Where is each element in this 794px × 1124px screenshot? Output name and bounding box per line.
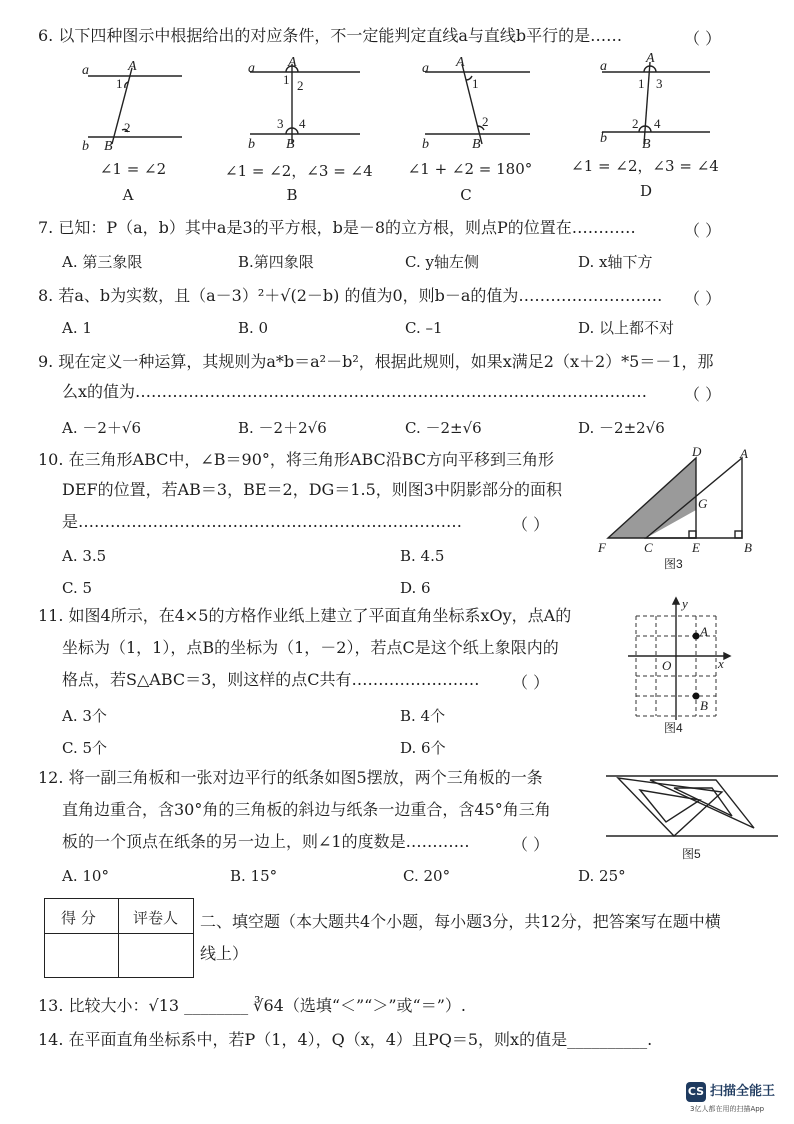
q6b-num3: 3 [277,116,284,131]
q9-option-a: A. －2＋√6 [62,419,142,437]
q7-stem: 7. 已知：P（a，b）其中a是3的平方根，b是－8的立方根，则点P的位置在………… [38,218,636,237]
q12-option-c: C. 20° [403,867,451,885]
q6c-label-a: a [422,61,429,76]
q6c-label-A: A [456,55,465,70]
q10-option-a: A. 3.5 [62,547,107,565]
q10-stem-line3: 是……………………………………………………………… [62,512,463,531]
q12-option-b: B. 15° [230,867,278,885]
score-box [44,898,194,978]
q6b-num4: 4 [299,116,306,131]
q11-answer-paren: （ ） [512,673,550,692]
q9-option-c: C. －2±√6 [405,419,482,437]
q6c-letter: C [460,186,472,204]
q11-option-d: D. 6个 [400,739,446,757]
q10-stem-line1: 10. 在三角形ABC中，∠B＝90°，将三角形ABC沿BC方向平移到三角形 [38,450,555,469]
q6d-num4: 4 [654,116,661,131]
q10-option-d: D. 6 [400,579,431,597]
q6a-label-b: b [82,139,89,154]
q11-label-x: x [718,656,724,671]
q6b-label-A: A [288,55,297,70]
q8-option-c: C. –1 [405,319,443,337]
score-label: 得 分 [61,909,96,927]
q8-option-b: B. 0 [238,319,269,337]
q10-label-B: B [744,540,752,555]
q11-label-y: y [682,596,688,611]
q10-label-C: C [644,540,653,555]
q12-answer-paren: （ ） [512,835,550,854]
q6b-label-a: a [248,61,255,76]
q12-triangle-30 [618,778,722,836]
q12-option-a: A. 10° [62,867,109,885]
q10-label-D: D [692,446,702,459]
q11-label-A: A [700,624,708,639]
q6d-letter: D [639,182,653,200]
q11-option-a: A. 3个 [62,707,107,725]
q9-option-b: B. －2＋2√6 [238,419,327,437]
q8-stem: 8. 若a、b为实数，且（a－3）²＋√(2－b) 的值为0，则b－a的值为……………………… [38,286,663,305]
scanner-tagline: 3亿人都在用的扫描App [690,1105,765,1113]
q10-option-b: B. 4.5 [400,547,445,565]
q10-label-F: F [598,540,606,555]
q10-figure-caption: 图3 [664,557,683,571]
q7-option-d: D. x轴下方 [578,253,653,271]
q6b-condition: ∠1 = ∠2，∠3 = ∠4 [225,162,373,180]
scanner-logo: CS [686,1082,706,1102]
q10-stem-line2: DEF的位置，若AB＝3，BE＝2，DG＝1.5，则图3中阴影部分的面积 [62,480,562,499]
q6b-num2: 2 [297,78,304,93]
q8-option-d: D. 以上都不对 [578,319,675,337]
q6c-label-B: B [472,137,481,152]
q6b-label-b: b [248,137,255,152]
q6a-condition: ∠1 = ∠2 [99,160,167,178]
q11-stem-line1: 11. 如图4所示，在4×5的方格作业纸上建立了平面直角坐标系xOy，点A的 [38,606,572,625]
q11-stem-line2: 坐标为（1，1），点B的坐标为（1，－2），若点C是这个纸上象限内的 [62,638,559,657]
q10-option-c: C. 5 [62,579,93,597]
q7-option-c: C. y轴左侧 [405,253,479,271]
q7-option-b: B.第四象限 [238,253,314,271]
q12-option-d: D. 25° [578,867,626,885]
q12-stem-line3: 板的一个顶点在纸条的另一边上，则∠1的度数是………… [62,832,470,851]
q6-stem: 6. 以下四种图示中根据给出的对应条件，不一定能判定直线a与直线b平行的是…… [38,26,623,45]
q6d-label-a: a [600,59,607,74]
q7-answer-paren: （ ） [684,221,722,240]
q10-label-E: E [692,540,700,555]
q11-label-O: O [662,658,672,673]
q8-answer-paren: （ ） [684,289,722,308]
q6c-num1: 1 [472,76,479,91]
section2-heading-line2: 线上） [200,944,249,963]
q11-option-c: C. 5个 [62,739,108,757]
q6a-num1: 1 [116,76,123,91]
q12-figure [604,766,780,862]
q12-stem-line2: 直角边重合，含30°角的三角板的斜边与纸条一边重合，含45°角三角 [62,800,551,819]
q7-option-a: A. 第三象限 [62,253,143,271]
q13-stem: 13. 比较大小：√13 ________ ∛64（选填“＜”“＞”或“＝”）. [38,996,466,1015]
q6b-label-B: B [286,137,295,152]
q6d-num2: 2 [632,116,639,131]
q6d-label-A: A [646,52,655,66]
q9-answer-paren: （ ） [684,385,722,404]
q11-point-A [693,633,700,640]
q9-stem-line1: 9. 现在定义一种运算，其规则为a*b＝a²－b²，根据此规则，如果x满足2（x＋2）*5＝－1，那 [38,352,714,371]
q9-option-d: D. －2±2√6 [578,419,665,437]
scanner-name: 扫描全能王 [710,1084,776,1099]
q6a-label-A: A [128,59,137,74]
q12-stem-line1: 12. 将一副三角板和一张对边平行的纸条如图5摆放，两个三角板的一条 [38,768,543,787]
q11-point-B [693,693,700,700]
q6c-label-b: b [422,137,429,152]
q12-figure-caption: 图5 [682,847,701,861]
q6d-condition: ∠1 = ∠2，∠3 = ∠4 [571,157,719,175]
q11-stem-line3: 格点，若S△ABC＝3，则这样的点C共有…………………… [62,670,480,689]
q6d-num3: 3 [656,76,663,91]
q11-figure [620,596,740,736]
section2-heading-line1: 二、填空题（本大题共4个小题，每小题3分，共12分，把答案写在题中横 [200,912,721,931]
q11-label-B: B [700,698,708,713]
q6b-num1: 1 [283,72,290,87]
q9-stem-line2: 么x的值为…………………………………………………………………………………… [62,382,648,401]
q6-figures [70,52,770,162]
q6c-condition: ∠1 + ∠2 = 180° [407,160,533,178]
q14-stem: 14. 在平面直角坐标系中，若P（1，4），Q（x，4）且PQ＝5，则x的值是__________. [38,1030,653,1049]
q6d-label-B: B [642,137,651,152]
q6a-num2: 2 [124,120,131,135]
q6-answer-paren: （ ） [684,29,722,48]
q6a-label-B: B [104,139,113,154]
q6d-num1: 1 [638,76,645,91]
q11-figure-caption: 图4 [664,721,683,735]
q6a-label-a: a [82,63,89,78]
grader-label: 评卷人 [133,909,179,927]
q10-label-G: G [698,496,708,511]
q10-figure [594,446,770,576]
q6a-letter: A [122,186,134,204]
q8-option-a: A. 1 [62,319,92,337]
q10-answer-paren: （ ） [512,515,550,534]
q6c-num2: 2 [482,114,489,129]
q6d-label-b: b [600,131,607,146]
q11-option-b: B. 4个 [400,707,446,725]
q6b-letter: B [286,186,298,204]
q10-label-A: A [740,446,748,461]
